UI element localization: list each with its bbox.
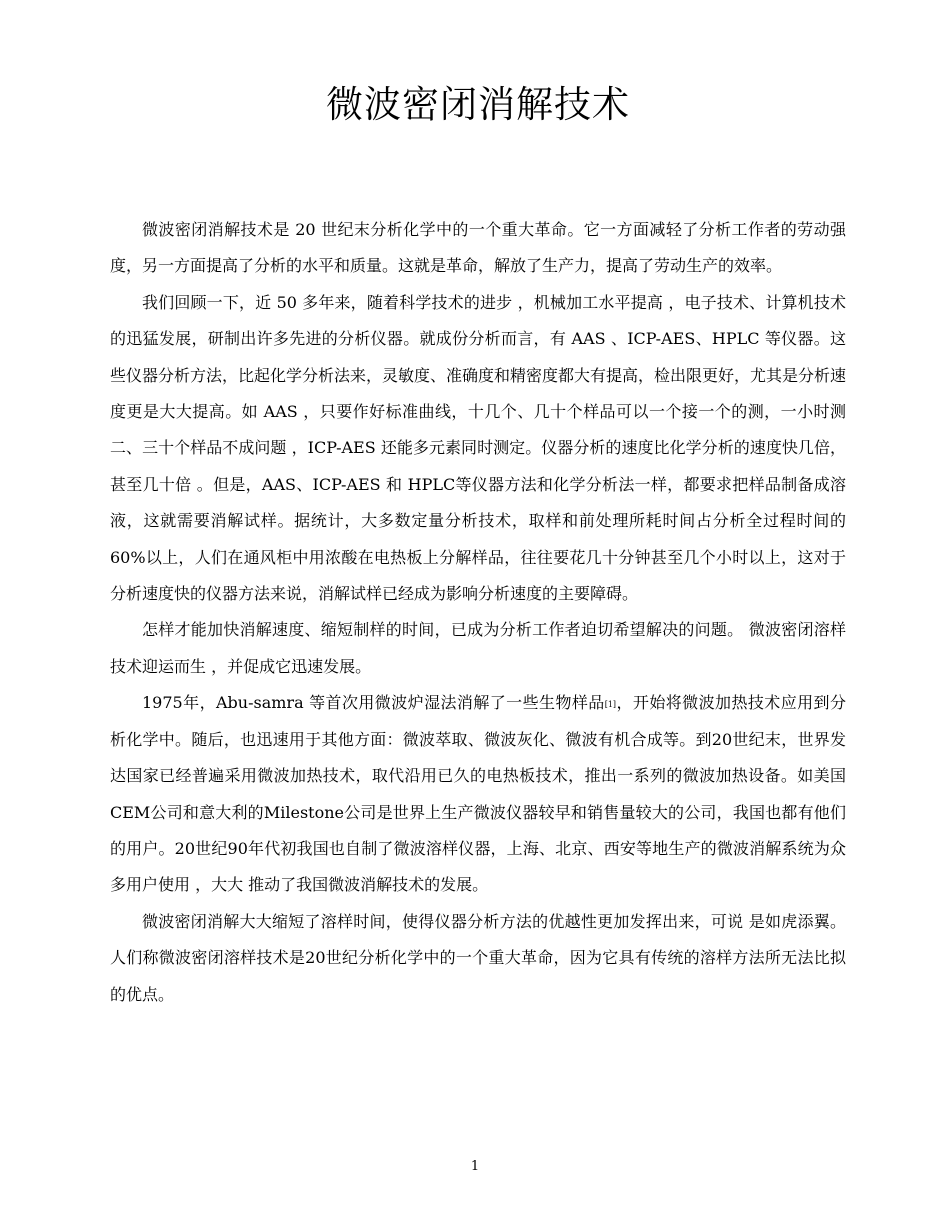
paragraph-conclusion: 微波密闭消解大大缩短了溶样时间，使得仪器分析方法的优越性更加发挥出来，可说 是如虎添翼。人们称微波密闭溶样技术是20世纪分析化学中的一个重大革命，因为它具有传统的溶样方法所无法比拟的优点。 bbox=[110, 911, 846, 1004]
document-body bbox=[110, 212, 846, 1013]
history-text-after-citation: ，开始将微波加热技术应用到分析化学中。随后，也迅速用于其他方面：微波萃取、微波灰化、微波有机合成等。到20世纪末，世界发达国家已经普遍采用微波加热技术，取代沿用已久的电热板技术，推出一系列的微波加热设备。如美国 CEM公司和意大利的Milestone公司是世界上生产微波仪器较早和销售量较大的公司，我国也都有他们的用户。20世纪90年代初我国也自制了微波溶样仪器，上海、北京、西安等地生产的微波消解系统为众多用户使用 ，大大 推动了我国微波消解技术的发展。 bbox=[110, 693, 846, 895]
paragraph-history bbox=[110, 685, 846, 903]
paragraph-problem: 怎样才能加快消解速度、缩短制样的时间，已成为分析工作者迫切希望解决的问题。 微波密闭溶样技术迎运而生 ，并促成它迅速发展。 bbox=[110, 620, 846, 676]
paragraph-intro: 微波密闭消解技术是 20 世纪末分析化学中的一个重大革命。它一方面减轻了分析工作者的劳动强度，另一方面提高了分析的水平和质量。这就是革命，解放了生产力，提高了劳动生产的效率。 bbox=[110, 220, 846, 276]
paragraph-instrument-analysis: 我们回顾一下，近 50 多年来，随着科学技术的进步 ，机械加工水平提高 ，电子技术、计算机技术的迅猛发展，研制出许多先进的分析仪器。就成份分析而言，有 AAS 、ICP-AES、HPLC 等仪器。这些仪器分析方法，比起化学分析法来，灵敏度、准确度和精密度都大有提高，检出限更好，尤其是分析速度更是大大提高。如 AAS ，只要作好标准曲线，十几个、几十个样品可以一个接一个的测，一小时测二、三十个样品不成问题 ，ICP-AES 还能多元素同时测定。仪器分析的速度比化学分析的速度快几倍，甚至几十倍 。但是，AAS、ICP-AES 和 HPLC等仪器方法和化学分析法一样，都要求把样品制备成溶液，这就需要消解试样。据统计，大多数定量分析技术，取样和前处理所耗时间占分析全过程时间的60%以上，人们在通风柜中用浓酸在电热板上分解样品，往往要花几十分钟甚至几个小时以上，这对于分析速度快的仪器方法来说，消解试样已经成为影响分析速度的主要障碍。 bbox=[110, 292, 847, 604]
history-text-before-citation: 1975年，Abu-samra 等首次用微波炉湿法消解了一些生物样品 bbox=[142, 693, 605, 713]
page-number: 1 bbox=[470, 1159, 480, 1174]
document-title: 微波密闭消解技术 bbox=[326, 83, 630, 126]
citation-marker: [1] bbox=[604, 700, 617, 710]
